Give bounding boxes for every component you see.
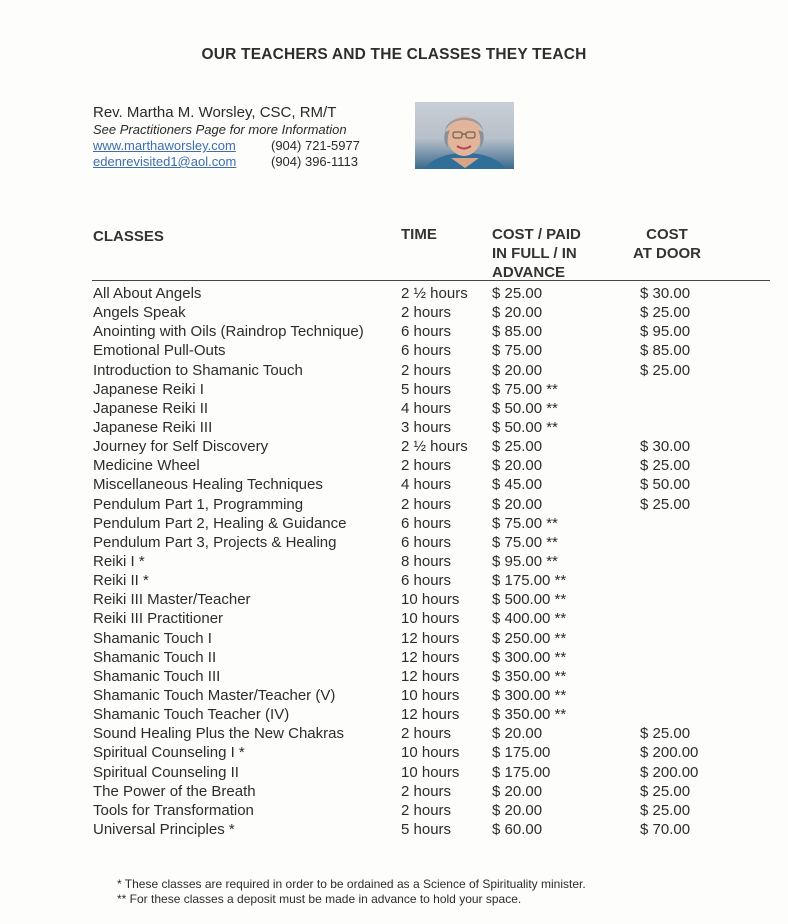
class-name: Anointing with Oils (Raindrop Technique)	[93, 323, 364, 341]
class-name: Shamanic Touch Teacher (IV)	[93, 706, 290, 724]
class-cost-advance: $ 175.00 **	[492, 572, 567, 590]
class-cost-advance: $ 25.00	[492, 285, 543, 302]
class-time: 2 hours	[401, 801, 452, 819]
class-name: Reiki III Master/Teacher	[93, 591, 251, 609]
footnotes	[117, 877, 586, 907]
class-time: 12 hours	[401, 629, 460, 647]
class-cost-advance: $ 175.00	[492, 744, 551, 762]
teacher-photo	[415, 102, 514, 169]
class-time: 10 hours	[401, 686, 460, 704]
header-cost-advance	[492, 225, 602, 282]
class-cost-door: $ 25.00	[640, 725, 691, 743]
class-time: 10 hours	[401, 763, 460, 781]
class-name: Shamanic Touch Master/Teacher (V)	[93, 686, 336, 704]
table-row	[0, 495, 788, 514]
class-name: All About Angels	[93, 285, 202, 302]
table-row	[0, 533, 788, 552]
class-time: 4 hours	[401, 476, 452, 494]
class-time: 6 hours	[401, 533, 452, 551]
table-row	[0, 514, 788, 533]
class-cost-advance: $ 300.00 **	[492, 686, 567, 704]
table-row	[0, 705, 788, 724]
class-table	[0, 284, 788, 839]
table-row	[0, 648, 788, 667]
class-time: 5 hours	[401, 820, 452, 838]
class-name: Pendulum Part 1, Programming	[93, 495, 304, 513]
class-cost-advance: $ 175.00	[492, 763, 551, 781]
class-time: 2 hours	[401, 304, 452, 322]
header-divider	[92, 280, 770, 281]
class-name: Journey for Self Discovery	[93, 438, 269, 456]
table-row	[0, 322, 788, 341]
class-cost-door: $ 200.00	[640, 763, 699, 781]
class-cost-advance: $ 85.00	[492, 323, 543, 341]
class-cost-advance: $ 400.00 **	[492, 610, 567, 628]
class-cost-door: $ 25.00	[640, 304, 691, 322]
table-row	[0, 456, 788, 475]
class-cost-advance: $ 60.00	[492, 820, 543, 838]
class-cost-advance: $ 25.00	[492, 438, 543, 456]
class-time: 2 hours	[401, 782, 452, 800]
class-name: Japanese Reiki II	[93, 399, 209, 417]
class-name: Reiki III Practitioner	[93, 610, 224, 628]
class-name: Shamanic Touch I	[93, 629, 212, 647]
class-cost-door: $ 25.00	[640, 361, 691, 379]
class-cost-door: $ 25.00	[640, 782, 691, 800]
class-time: 10 hours	[401, 744, 460, 762]
table-row	[0, 361, 788, 380]
table-row	[0, 571, 788, 590]
table-row	[0, 590, 788, 609]
table-row	[0, 380, 788, 399]
class-time: 12 hours	[401, 706, 460, 724]
class-name: Emotional Pull-Outs	[93, 342, 226, 360]
class-name: Japanese Reiki III	[93, 418, 213, 436]
class-cost-advance: $ 250.00 **	[492, 629, 567, 647]
header-door-line: AT DOOR	[632, 245, 702, 262]
class-cost-door: $ 25.00	[640, 495, 691, 513]
class-cost-advance: $ 50.00 **	[492, 399, 558, 417]
class-time: 6 hours	[401, 323, 452, 341]
table-row	[0, 743, 788, 762]
footnote-required: * These classes are required in order to be ordained as a Science of Spirituality minister.	[117, 877, 586, 891]
teacher-note: See Practitioners Page for more Information	[93, 122, 347, 137]
website-link[interactable]: www.marthaworsley.com	[93, 138, 236, 153]
class-cost-advance: $ 20.00	[492, 304, 543, 322]
table-row	[0, 418, 788, 437]
class-time: 6 hours	[401, 342, 452, 360]
table-row	[0, 724, 788, 743]
class-name: Universal Principles *	[93, 820, 235, 838]
class-name: Introduction to Shamanic Touch	[93, 361, 303, 379]
class-name: Angels Speak	[93, 304, 186, 322]
class-cost-advance: $ 75.00 **	[492, 380, 558, 398]
class-time: 2 hours	[401, 495, 452, 513]
class-cost-door: $ 30.00	[640, 285, 691, 302]
class-time: 12 hours	[401, 667, 460, 685]
page-title: OUR TEACHERS AND THE CLASSES THEY TEACH	[201, 46, 587, 63]
class-time: 12 hours	[401, 648, 460, 666]
table-row	[0, 284, 788, 303]
class-cost-advance: $ 300.00 **	[492, 648, 567, 666]
header-door-line: COST	[646, 226, 688, 243]
table-row	[0, 801, 788, 820]
class-time: 3 hours	[401, 418, 452, 436]
table-row	[0, 686, 788, 705]
email-link[interactable]: edenrevisited1@aol.com	[93, 154, 237, 169]
class-cost-advance: $ 350.00 **	[492, 706, 567, 724]
class-cost-door: $ 95.00	[640, 323, 691, 341]
class-name: Spiritual Counseling I *	[93, 744, 245, 762]
class-name: Japanese Reiki I	[93, 380, 204, 398]
table-row	[0, 629, 788, 648]
class-name: Shamanic Touch II	[93, 648, 217, 666]
class-time: 4 hours	[401, 399, 452, 417]
class-time: 10 hours	[401, 591, 460, 609]
class-cost-advance: $ 20.00	[492, 725, 543, 743]
class-cost-door: $ 50.00	[640, 476, 691, 494]
class-time: 2 hours	[401, 457, 452, 475]
phone-number: (904) 396-1113	[271, 154, 358, 169]
class-name: The Power of the Breath	[93, 782, 256, 800]
table-row	[0, 475, 788, 494]
class-cost-advance: $ 20.00	[492, 782, 543, 800]
contact-row-website	[93, 138, 393, 154]
header-cost-line: COST / PAID	[492, 226, 581, 243]
class-time: 8 hours	[401, 552, 452, 570]
class-cost-advance: $ 500.00 **	[492, 591, 567, 609]
class-time: 2 hours	[401, 725, 452, 743]
class-cost-advance: $ 95.00 **	[492, 552, 558, 570]
header-cost-line: IN FULL / IN	[492, 245, 577, 262]
table-row	[0, 782, 788, 801]
class-name: Reiki II *	[93, 572, 149, 590]
class-cost-advance: $ 75.00	[492, 342, 543, 360]
table-row	[0, 763, 788, 782]
contact-row-email	[93, 154, 393, 170]
class-time: 6 hours	[401, 514, 452, 532]
class-name: Pendulum Part 3, Projects & Healing	[93, 533, 337, 551]
class-cost-advance: $ 20.00	[492, 457, 543, 475]
header-cost-line: ADVANCE	[492, 264, 566, 281]
class-cost-door: $ 70.00	[640, 820, 691, 838]
class-cost-door: $ 85.00	[640, 342, 691, 360]
table-row	[0, 667, 788, 686]
class-cost-advance: $ 20.00	[492, 361, 543, 379]
class-time: 5 hours	[401, 380, 452, 398]
class-time: 2 ½ hours	[401, 285, 468, 302]
class-time: 2 hours	[401, 361, 452, 379]
class-time: 10 hours	[401, 610, 460, 628]
table-row	[0, 399, 788, 418]
class-cost-door: $ 25.00	[640, 457, 691, 475]
phone-number: (904) 721-5977	[271, 138, 360, 153]
table-row	[0, 820, 788, 839]
header-classes: CLASSES	[93, 228, 164, 245]
class-name: Miscellaneous Healing Techniques	[93, 476, 323, 494]
class-time: 6 hours	[401, 572, 452, 590]
class-name: Spiritual Counseling II	[93, 763, 239, 781]
class-cost-door: $ 30.00	[640, 438, 691, 456]
table-row	[0, 609, 788, 628]
class-name: Pendulum Part 2, Healing & Guidance	[93, 514, 347, 532]
class-name: Medicine Wheel	[93, 457, 200, 475]
class-cost-advance: $ 75.00 **	[492, 533, 558, 551]
class-cost-door: $ 200.00	[640, 744, 699, 762]
class-name: Reiki I *	[93, 552, 145, 570]
class-name: Shamanic Touch III	[93, 667, 221, 685]
table-row	[0, 303, 788, 322]
class-cost-advance: $ 75.00 **	[492, 514, 558, 532]
class-time: 2 ½ hours	[401, 438, 468, 456]
teacher-name: Rev. Martha M. Worsley, CSC, RM/T	[93, 104, 337, 121]
class-cost-advance: $ 20.00	[492, 495, 543, 513]
class-cost-advance: $ 350.00 **	[492, 667, 567, 685]
header-cost-door	[627, 225, 707, 263]
class-name: Tools for Transformation	[93, 801, 254, 819]
table-row	[0, 552, 788, 571]
class-cost-advance: $ 45.00	[492, 476, 543, 494]
class-cost-door: $ 25.00	[640, 801, 691, 819]
class-name: Sound Healing Plus the New Chakras	[93, 725, 344, 743]
class-cost-advance: $ 20.00	[492, 801, 543, 819]
class-cost-advance: $ 50.00 **	[492, 418, 558, 436]
table-row	[0, 341, 788, 360]
footnote-deposit: ** For these classes a deposit must be made in advance to hold your space.	[117, 892, 522, 906]
header-time: TIME	[401, 226, 437, 243]
teacher-info	[93, 104, 393, 170]
table-row	[0, 437, 788, 456]
